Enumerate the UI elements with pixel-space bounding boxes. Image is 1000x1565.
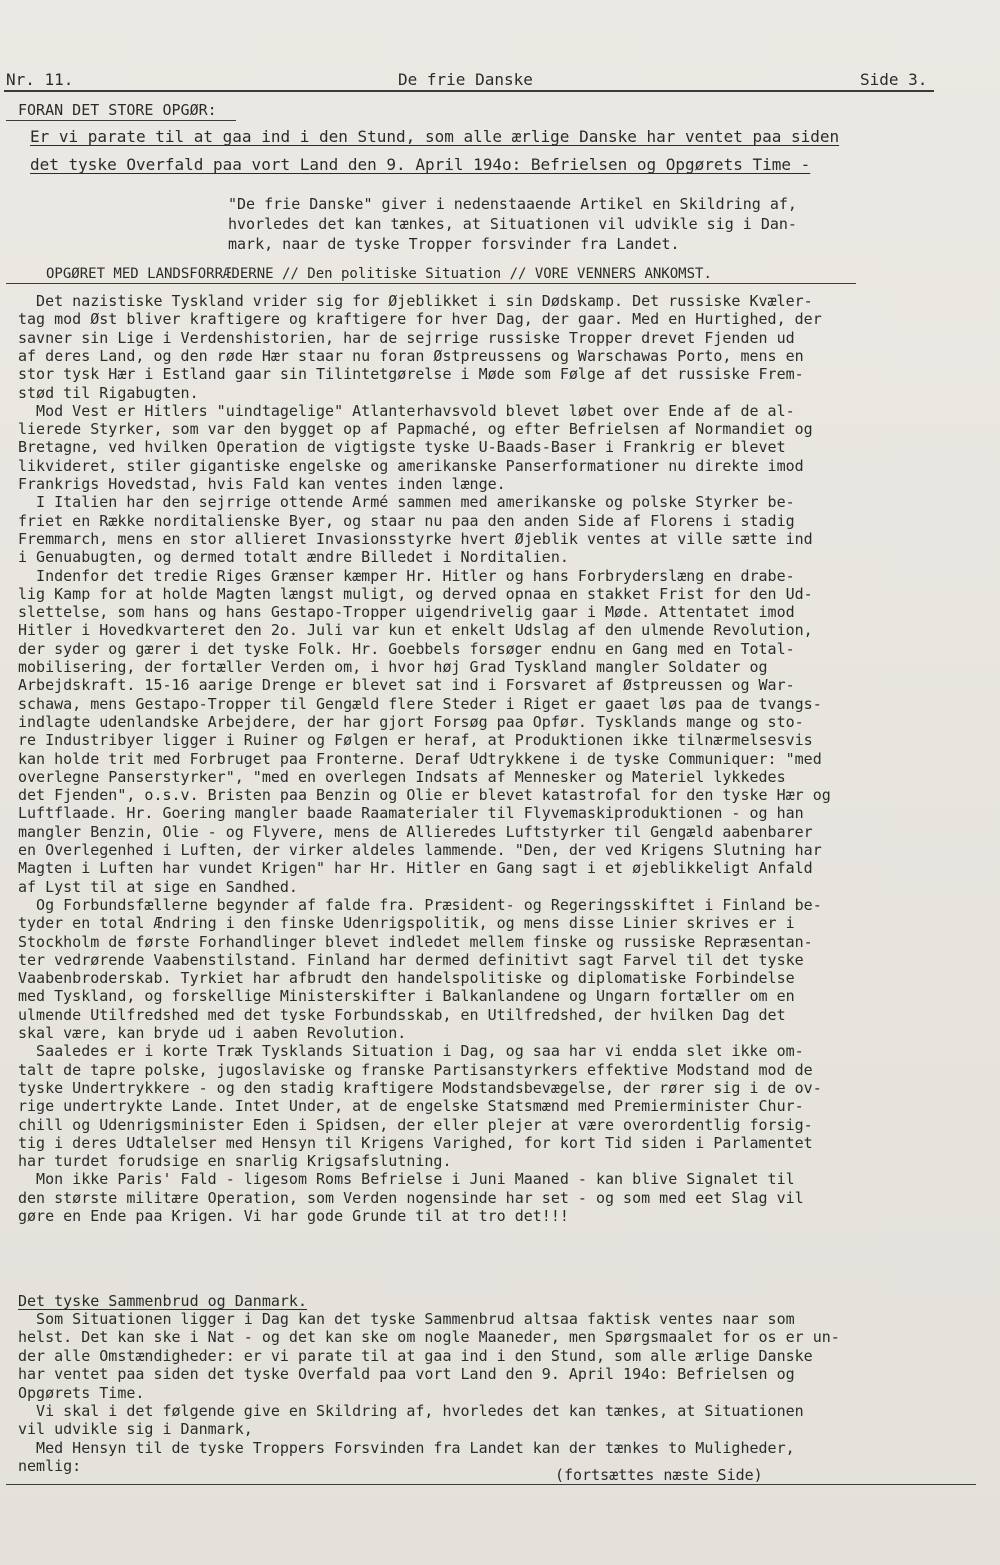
body-line: Fremmarch, mens en stor allieret Invasionsstyrke hvert Øjeblik ventes at ville sætte ind (18, 529, 813, 548)
body-line: lierede Styrker, som var den bygget op af Papmaché, og efter Befrielsen af Normandiet og (18, 420, 813, 439)
body-line: af deres Land, og den røde Hær staar nu foran Østpreussens og Warschawas Porto, mens en (18, 346, 804, 365)
footer-rule (6, 1484, 976, 1485)
body-line: vil udvikle sig i Danmark, (18, 1420, 253, 1439)
body-line: Vi skal i det følgende give en Skildring af, hvorledes det kan tænkes, at Situationen (18, 1402, 804, 1420)
body-line: Mod Vest er Hitlers "uindtagelige" Atlanterhavsvold blevet løbet over Ende af de al- (18, 401, 795, 420)
subtitle-line-2: det tyske Overfald paa vort Land den 9. April 194o: Befrielsen og Opgørets Time - (30, 155, 811, 174)
body-line: Vaabenbroderskab. Tyrkiet har afbrudt den handelspolitiske og diplomatiske Forbindelse (18, 969, 795, 988)
body-line: med Tyskland, og forskellige Ministerskifter i Balkanlandene og Ungarn fortæller om en (18, 987, 795, 1006)
intro-line-2: hvorledes det kan tænkes, at Situationen vil udvikle sig i Dan- (228, 215, 797, 233)
body-line: helst. Det kan ske i Nat - og det kan ske om nogle Maaneder, men Spørgsmaalet for os er un- (18, 1328, 840, 1347)
body-line: tig i deres Udtalelser med Hensyn til Krigens Varighed, for kort Tid siden i Parlamentet (18, 1133, 813, 1152)
body-line: Magten i Luften har vundet Krigen" har Hr. Hitler en Gang sagt i et øjeblikkeligt Anfald (18, 859, 813, 878)
body-line: ulmende Utilfredshed med det tyske Forbundsskab, en Utilfredshed, der hvilken Dag det (18, 1005, 786, 1024)
body-line: Det nazistiske Tyskland vrider sig for Øjeblikket i sin Dødskamp. Det russiske Kvæler- (18, 292, 813, 310)
body-line: stor tysk Hær i Estland gaar sin Tilintetgørelse i Møde som Følge af det russiske Frem- (18, 365, 804, 384)
body-line: det Fjenden", o.s.v. Bristen paa Benzin og Olie er blevet katastrofal for den tyske Hær og (18, 786, 831, 805)
body-line: der alle Omstændigheder: er vi parate til at gaa ind i den Stund, som alle ærlige Danske (18, 1346, 813, 1365)
headline: FORAN DET STORE OPGØR: (18, 101, 217, 119)
body-line: Luftflaade. Hr. Goering mangler baade Raamaterialer til Flyvemaskiproduktionen - og han (18, 804, 804, 823)
body-line: Opgørets Time. (18, 1383, 145, 1402)
body-line: tag mod Øst bliver kraftigere og kraftigere for hver Dag, der gaar. Med en Hurtighed, der (18, 310, 822, 329)
body-line: I Italien har den sejrrige ottende Armé sammen med amerikanske og polske Styrker be- (18, 493, 795, 512)
body-line: skal være, kan bryde ud i aaben Revolution. (18, 1024, 407, 1042)
body-line: schawa, mens Gestapo-Tropper til Gengæld flere Steder i Riget er gaaet løs paa de tvangs- (18, 694, 822, 713)
body-line: Som Situationen ligger i Dag kan det tyske Sammenbrud altsaa faktisk ventes naar som (18, 1310, 795, 1328)
body-line: tyske Undertrykkere - og den stadig kraftigere Modstandsbevægelse, der rører sig i de ov- (18, 1078, 822, 1097)
body-line: Frankrigs Hovedstad, hvis Fald kan ventes inden længe. (18, 475, 506, 493)
continued-note: (fortsættes næste Side) (555, 1466, 763, 1484)
page-number: Side 3. (860, 70, 928, 89)
body-line: slettelse, som hans og hans Gestapo-Tropper uigendrivelig gaar i Møde. Attentatet imod (18, 603, 795, 622)
intro-line-3: mark, naar de tyske Tropper forsvinder fra Landet. (228, 235, 680, 253)
body-line: en Overlegenhed i Luften, der virker aldeles lammende. "Den, der ved Krigens Slutning har (18, 841, 822, 859)
intro-line-1: "De frie Danske" giver i nedenstaaende Artikel en Skildring af, (228, 195, 797, 213)
body-line: den største militære Operation, som Verden nogensinde har set - og som med eet Slag vil (18, 1188, 804, 1207)
body-line: Indenfor det tredie Riges Grænser kæmper Hr. Hitler og hans Forbryderslæng en drabe- (18, 566, 795, 585)
body-line: overlegne Panserstyrker", "med en overlegen Indsats af Mennesker og Materiel lykkedes (18, 767, 786, 786)
body-line: mangler Benzin, Olie - og Flyvere, mens de Allieredes Luftstyrker til Gengæld aabenbarer (18, 822, 813, 841)
body-line: Stockholm de første Forhandlinger blevet indledet mellem finske og russiske Repræsentan- (18, 932, 813, 951)
body-line: Arbejdskraft. 15-16 aarige Drenge er blevet sat ind i Forsvaret af Østpreussen og War- (18, 676, 795, 695)
body-line: Saaledes er i korte Træk Tysklands Situation i Dag, og saa har vi endda slet ikke om- (18, 1042, 804, 1061)
body-line: likvideret, stiler gigantiske engelske og amerikanske Panserformationer nu direkte imod (18, 456, 804, 475)
body-line: rige undertrykte Lande. Intet Under, at de engelske Statsmænd med Premierminister Chur- (18, 1097, 804, 1116)
body-line: kan holde trit med Forbruget paa Fronterne. Deraf Udtrykkene i de tyske Communiquer: "med (18, 749, 822, 768)
body-line: indlagte udenlandske Arbejdere, der har gjort Forsøg paa Opfør. Tysklands mange og sto- (18, 712, 804, 731)
body-line: tyder en total Ændring i den finske Udenrigspolitik, og mens disse Linier skrives er i (18, 914, 795, 933)
body-line: gøre en Ende paa Krigen. Vi har gode Grunde til at tro det!!! (18, 1207, 569, 1225)
section-heading: OPGØRET MED LANDSFORRÆDERNE // Den politiske Situation // VORE VENNERS ANKOMST. (46, 266, 712, 282)
subtitle-line-1: Er vi parate til at gaa ind i den Stund, som alle ærlige Danske har ventet paa siden (30, 127, 840, 146)
body-line: lig Kamp for at holde Magten længst muligt, og derved opnaa en stakket Frist for den Ud- (18, 584, 813, 603)
section-heading-underline (6, 283, 856, 284)
body-line: savner sin Lige i Verdenshistorien, har de sejrrige russiske Tropper drevet Fjenden ud (18, 328, 795, 347)
body-line: af Lyst til at sige en Sandhed. (18, 877, 298, 896)
body-line: Bretagne, ved hvilken Operation de vigtigste tyske U-Baads-Baser i Frankrig er blevet (18, 438, 786, 457)
body-line: Mon ikke Paris' Fald - ligesom Roms Befrielse i Juni Maaned - kan blive Signalet til (18, 1170, 795, 1189)
body-line: der syder og gærer i det tyske Folk. Hr. Goebbels forsøger endnu en Gang med en Total- (18, 639, 795, 658)
body-line: stød til Rigabugten. (18, 383, 199, 402)
body-line: i Genuabugten, og dermed totalt ændre Billedet i Norditalien. (18, 548, 569, 567)
body-line: talt de tapre polske, jugoslaviske og franske Partisanstyrkers effektive Modstand mod de (18, 1060, 813, 1079)
body-line: Og Forbundsfællerne begynder af falde fra. Præsident- og Regeringsskiftet i Finland be- (18, 895, 822, 914)
body-line: ter vedrørende Vaabenstilstand. Finland har dermed definitivt sagt Farvel til det tyske (18, 950, 804, 969)
header-rule (4, 90, 934, 92)
newspaper-title: De frie Danske (398, 70, 533, 89)
body-line: re Industribyer ligger i Ruiner og Følgen er heraf, at Produktionen ikke tilnærmelsesvis (18, 731, 813, 750)
headline-underline (6, 120, 236, 121)
subheading-danish-collapse: Det tyske Sammenbrud og Danmark. (18, 1292, 307, 1310)
body-line: nemlig: (18, 1457, 82, 1476)
body-line: har turdet forudsige en snarlig Krigsafslutning. (18, 1152, 452, 1171)
body-line: mobilisering, der fortæller Verden om, i hvor høj Grad Tyskland mangler Soldater og (18, 658, 768, 676)
body-line: Hitler i Hovedkvarteret den 2o. Juli var kun et enkelt Udslag af den ulmende Revolution, (18, 621, 813, 640)
issue-number: Nr. 11. (6, 70, 74, 89)
body-line: friet en Række norditalienske Byer, og staar nu paa den anden Side af Florens i stadig (18, 511, 795, 530)
body-line: Med Hensyn til de tyske Troppers Forsvinden fra Landet kan der tænkes to Muligheder, (18, 1438, 795, 1457)
body-line: chill og Udenrigsminister Eden i Spidsen, der eller plejer at være overordentlig forsig- (18, 1115, 813, 1134)
body-line: har ventet paa siden det tyske Overfald paa vort Land den 9. April 194o: Befrielsen og (18, 1365, 795, 1384)
